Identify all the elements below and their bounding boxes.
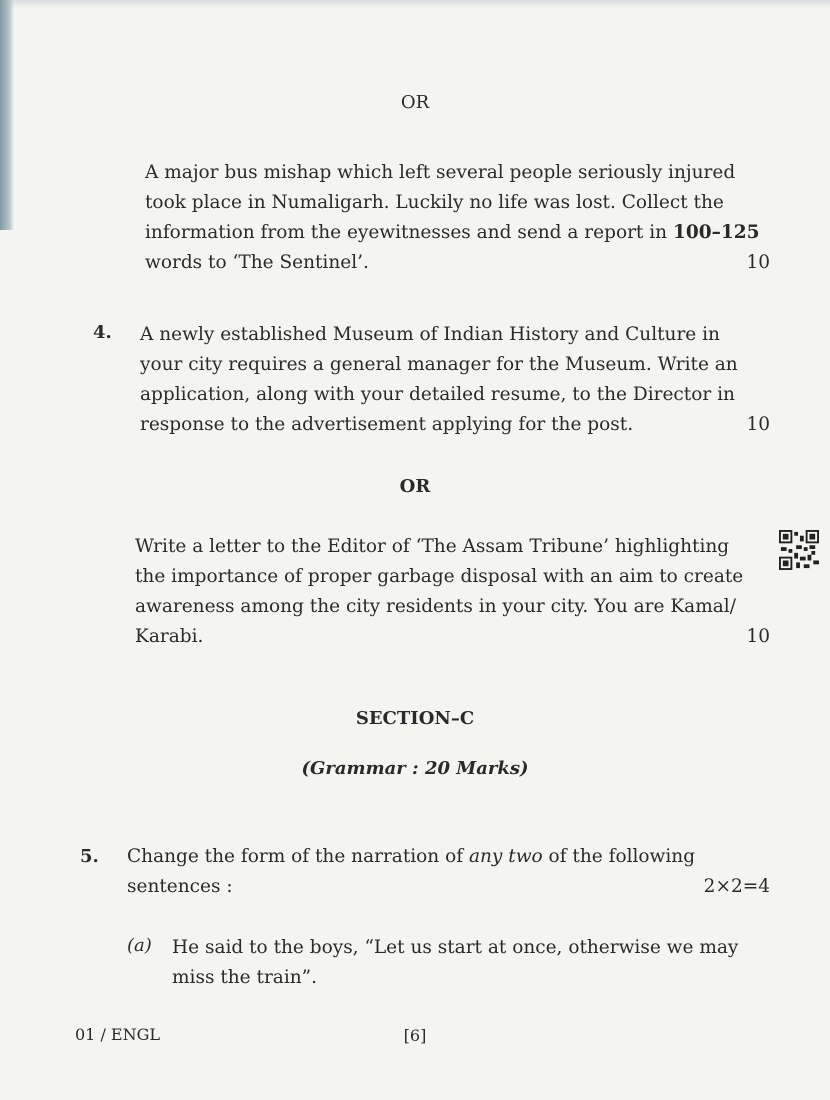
or-divider-1: OR: [400, 92, 430, 113]
q5-marks: 2×2=4: [703, 876, 770, 897]
q5-line-1-end: of the following: [542, 846, 696, 867]
q4-line-2: your city requires a general manager for the Museum. Write an: [140, 354, 738, 375]
page-left-edge: [0, 0, 14, 230]
q4-alt-line-4: [135, 622, 770, 652]
q4-line-4: [140, 410, 770, 440]
word-limit: 100–125: [672, 222, 760, 243]
q4-alt-line-1: Write a letter to the Editor of ‘The Assam Tribune’ highlighting: [135, 536, 730, 557]
page-number: [6]: [403, 1026, 427, 1045]
q4-alt-line-4-text: Karabi.: [135, 626, 204, 647]
q4-marks: 10: [746, 414, 770, 435]
section-title: SECTION–C: [355, 708, 475, 729]
question-5: [127, 842, 770, 902]
q4-line-4-text: response to the advertisement applying for the post.: [140, 414, 634, 435]
or-divider-2: OR: [399, 476, 431, 497]
paper-code: 01 / ENGL: [75, 1025, 161, 1044]
q4-line-3: application, along with your detailed resume, to the Director in: [140, 384, 735, 405]
q5-line-1: [127, 842, 770, 872]
q4-alt-marks: 10: [746, 626, 770, 647]
question-4: [140, 320, 770, 440]
q5-line-2: [127, 872, 770, 902]
q5-a-line-2: miss the train”.: [172, 967, 317, 988]
q3-alt-line-4: [145, 248, 770, 278]
q5-sub-a: [172, 933, 772, 993]
q5-a-line-1: He said to the boys, “Let us start at once, otherwise we may: [172, 937, 739, 958]
q5-sub-a-label: (a): [127, 935, 152, 956]
qr-code-icon: [778, 530, 820, 570]
question-3-alternative: [145, 158, 770, 278]
q4-alt-line-3: awareness among the city residents in your city. You are Kamal/: [135, 596, 736, 617]
section-subtitle: (Grammar : 20 Marks): [301, 758, 529, 779]
question-4-alternative: [135, 532, 770, 652]
q4-alt-line-2: the importance of proper garbage disposal with an aim to create: [135, 566, 744, 587]
q5-line-2-text: sentences :: [127, 876, 233, 897]
q3-alt-marks: 10: [746, 252, 770, 273]
page-top-shadow: [0, 0, 830, 8]
question-5-number: 5.: [80, 846, 99, 867]
q3-alt-line-3: [145, 218, 770, 248]
q3-alt-line-1: A major bus mishap which left several people seriously injured: [145, 162, 736, 183]
q4-line-1: A newly established Museum of Indian History and Culture in: [140, 324, 720, 345]
q3-alt-line-4-text: words to ‘The Sentinel’.: [145, 252, 369, 273]
q5-line-1-text: Change the form of the narration of: [127, 846, 469, 867]
q5-emphasis: any two: [468, 846, 543, 867]
q3-alt-line-2: took place in Numaligarh. Luckily no life was lost. Collect the: [145, 192, 724, 213]
question-4-number: 4.: [93, 322, 112, 343]
q3-alt-line-3-text: information from the eyewitnesses and send a report in: [145, 222, 673, 243]
